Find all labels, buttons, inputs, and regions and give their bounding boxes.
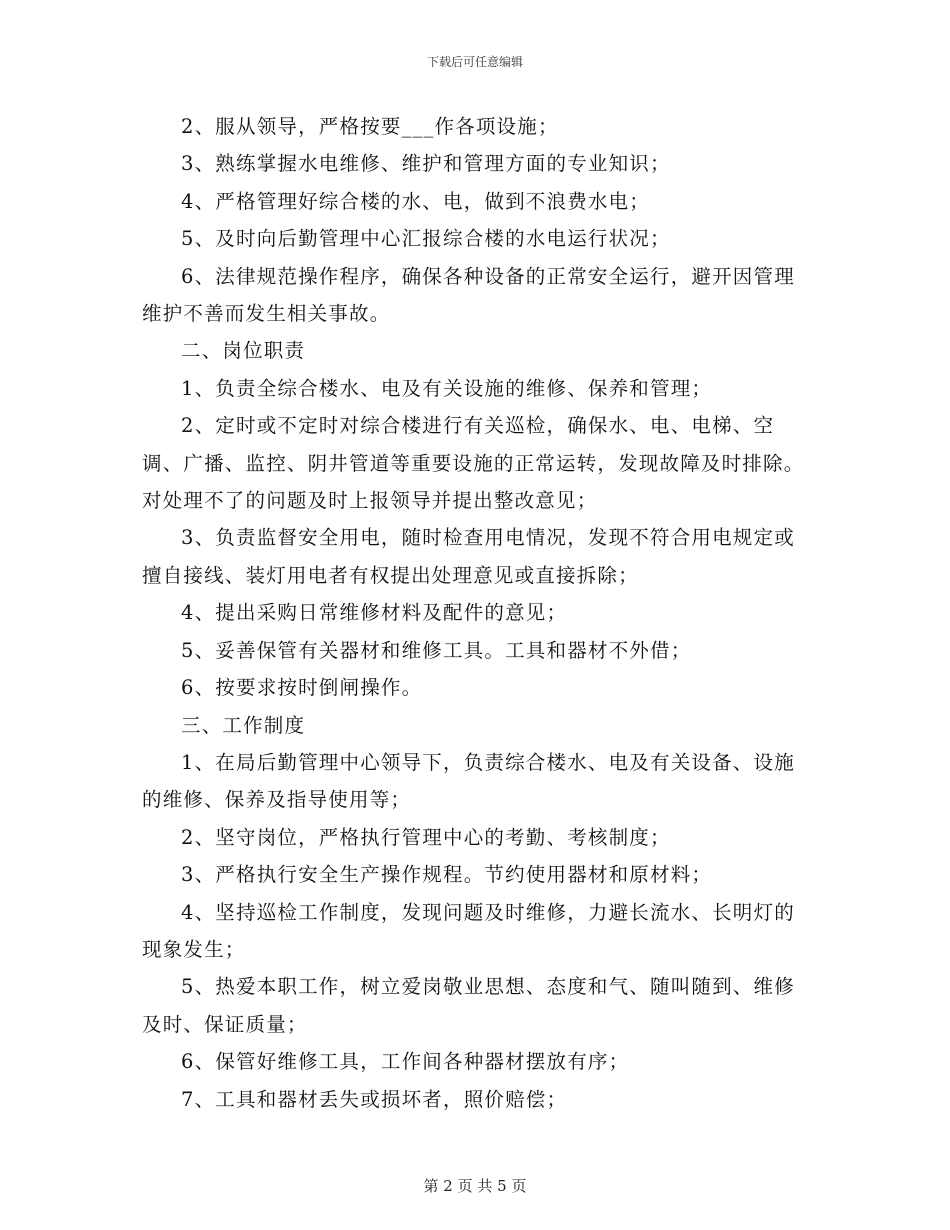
paragraph: 7、工具和器材丢失或损坏者，照价赔偿； xyxy=(181,1087,568,1111)
paragraph: 2、服从领导，严格按要___作各项设施； xyxy=(181,115,559,138)
paragraph: 3、负责监督安全用电，随时检查用电情况，发现不符合用电规定或擅自接线、装灯用电者有权提出处理意见或直接拆除； xyxy=(142,526,795,587)
paragraph: 6、按要求按时倒闸操作。 xyxy=(181,676,423,700)
section-heading: 二、岗位职责 xyxy=(181,339,306,363)
section-heading: 三、工作制度 xyxy=(181,713,306,737)
paragraph: 2、定时或不定时对综合楼进行有关巡检，确保水、电、电梯、空调、广播、监控、阴井管道等重要设施的正常运转，发现故障及时排除。对处理不了的问题及时上报领导并提出整改意见； xyxy=(142,414,805,513)
document-body xyxy=(142,108,810,1118)
paragraph: 4、提出采购日常维修材料及配件的意见； xyxy=(181,601,568,625)
paragraph: 4、坚持巡检工作制度，发现问题及时维修，力避长流水、长明灯的现象发生； xyxy=(142,900,795,961)
paragraph: 5、妥善保管有关器材和维修工具。工具和器材不外借； xyxy=(181,638,692,662)
paragraph: 5、及时向后勤管理中心汇报综合楼的水电运行状况； xyxy=(181,227,671,251)
paragraph: 1、负责全综合楼水、电及有关设施的维修、保养和管理； xyxy=(181,376,713,400)
paragraph: 4、严格管理好综合楼的水、电，做到不浪费水电； xyxy=(181,189,651,213)
paragraph: 5、热爱本职工作，树立爱岗敬业思想、态度和气、随叫随到、维修及时、保证质量； xyxy=(142,975,795,1036)
page-header: 下载后可任意编辑 xyxy=(426,55,523,69)
paragraph: 6、法律规范操作程序，确保各种设备的正常安全运行，避开因管理维护不善而发生相关事故。 xyxy=(142,264,795,326)
paragraph: 3、熟练掌握水电维修、维护和管理方面的专业知识； xyxy=(181,152,671,176)
paragraph: 6、保管好维修工具，工作间各种器材摆放有序； xyxy=(181,1050,630,1074)
paragraph: 1、在局后勤管理中心领导下，负责综合楼水、电及有关设备、设施的维修、保养及指导使用等； xyxy=(142,750,795,812)
paragraph: 2、坚守岗位，严格执行管理中心的考勤、考核制度； xyxy=(181,825,671,849)
page-number: 第 2 页 共 5 页 xyxy=(423,1177,527,1195)
paragraph: 3、严格执行安全生产操作规程。节约使用器材和原材料； xyxy=(181,863,713,887)
